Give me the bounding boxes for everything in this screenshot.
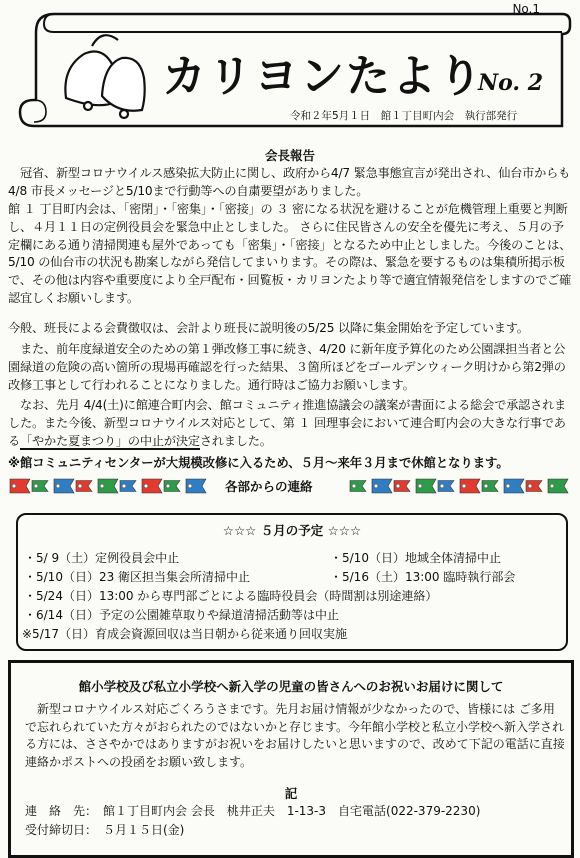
report-paragraph: 館 １ 丁目町内会は、「密閉」・「密集」・「密接」の ３ 密になる状況を避けることが危機管理上重要と判断し、４月１１日の定例役員会を緊急中止としました。 さらに住民皆さんの安全を優先に考え、５月の予定欄にある通り清掃関連も屋外であっても「密集」・「密接」となるため中止としました。今後のことは、5/10 の仙台市の状況も勘案しながら発信してまいります。その際は、緊急を要するものは集積所掲示板で、その他は内容や重要度により全戸配布・回覧板・カリヨンたより等で適宜情報発信をしますのでご確認宜しくお願いします。 (8, 202, 572, 305)
schedule-item: ・5/16（土）13:00 臨時執行部会 (330, 570, 516, 584)
celebration-box (8, 660, 574, 858)
underlined-text: 「やかた夏まつり」の中止が決定 (20, 433, 200, 448)
carp-streamer-icon (10, 479, 30, 493)
report-text: なお、先月 4/4(土)に館連合町内会、館コミュニティ推進協議会の議案が書面による総会で承認されました。また今後、新型コロナウイルス対応として、第 １ 回理事会において連合町内会の大きな行事である (8, 398, 567, 448)
carp-streamer-icon (548, 479, 568, 493)
carp-streamer-icon (372, 479, 392, 493)
celebration-title: 館小学校及び私立小学校へ新入学の児童の皆さんへのお祝いお届けに関して (78, 679, 504, 694)
carp-streamer-icon (142, 479, 162, 493)
bell-icon (65, 35, 144, 118)
schedule-item: ・6/14（日）予定の公園雑草取りや緑道清掃活動等は中止 (24, 608, 339, 622)
report-paragraph: 今般、班長による会費徴収は、会計より班長に説明後の5/25 以降に集金開始を予定しています。 (8, 321, 529, 335)
schedule-item: ・5/10（日）地域全体清掃中止 (330, 551, 501, 565)
issue-date-line: 令和２年5月１日 館１丁目町内会 執行部発行 (290, 110, 518, 122)
carp-streamer-icon (186, 479, 206, 493)
schedule-item: ・5/ 9（土）定例役員会中止 (24, 551, 180, 565)
issue-number: No. 2 (478, 70, 544, 96)
report-paragraph: また、前年度緑道安全のための第１弾改修工事に続き、4/20 に新年度予算化のため公園課担当者と公園緑道の危険の高い箇所の現場再確認を行った結果、３箇所ほどをゴールデンウィーク明けから第2弾の改修工事として行われることになりました。通行時はご協力お願いします。 (8, 342, 566, 392)
carp-streamer-icon (350, 481, 366, 492)
deadline-line: 受付締切日： ５月１５日(金) (25, 823, 185, 837)
carp-streamer-icon (504, 479, 524, 493)
section-heading: 各部からの連絡 (225, 479, 313, 494)
report-paragraph: 冠省、新型コロナウイルス感染拡大防止に関し、政府から4/7 緊急事態宣言が発出され、仙台市からも4/8 市長メッセージと5/10まで行動等への自粛要望がありました。 (8, 166, 571, 198)
report-text: されました。 (199, 433, 272, 448)
schedule-item: ・5/24（日）13:00 から専門部ごとによる臨時役員会（時間割は別途連絡） (24, 589, 438, 603)
carp-streamer-icon (120, 481, 136, 492)
carp-streamer-icon (98, 479, 118, 493)
section-title: 会長報告 (264, 148, 315, 163)
schedule-title: ☆☆☆ ５月の予定 ☆☆☆ (222, 523, 362, 538)
carp-streamer-icon (416, 479, 436, 493)
carp-streamer-icon (394, 481, 410, 492)
schedule-item: ・5/10（日）23 衛区担当集会所清掃中止 (24, 570, 251, 584)
ki-heading: 記 (284, 786, 298, 801)
page-number: No.1 (512, 2, 540, 16)
carp-streamer-icon (460, 479, 480, 493)
carp-streamer-icon (76, 481, 92, 492)
carp-streamer-icon (32, 481, 48, 492)
contact-line: 連 絡 先： 館１丁目町内会 会長 桃井正夫 1-13-3 自宅電話(022-379-2230) (25, 804, 481, 818)
closure-notice: ※館コミュニティセンターが大規模改修に入るため、５月～来年３月まで休館となります。 (8, 456, 509, 470)
newsletter-title: カリヨンたより (162, 51, 484, 102)
schedule-box (16, 513, 568, 651)
carp-streamer-icon (526, 481, 542, 492)
carp-streamer-icon (438, 481, 454, 492)
celebration-body: 新型コロナウイルス対応ごくろうさまです。先月お届け情報が少なかったので、皆様には ご多用で忘れられていた方々がおられたのではないかと存じます。今年館小学校と私立小学校へ新入学される方には、ささやかではありますがお祝いをお届けしたいと思いますので、改めて下記の電話に直接連絡かポストへの投函をお願い致します。 (25, 702, 565, 769)
carp-streamer-icon (482, 481, 498, 492)
schedule-item: ※5/17（日）育成会資源回収は当日朝から従来通り回収実施 (22, 627, 348, 641)
carp-streamer-icon (164, 481, 180, 492)
report-paragraph (8, 397, 573, 450)
carp-streamer-icon (54, 479, 74, 493)
